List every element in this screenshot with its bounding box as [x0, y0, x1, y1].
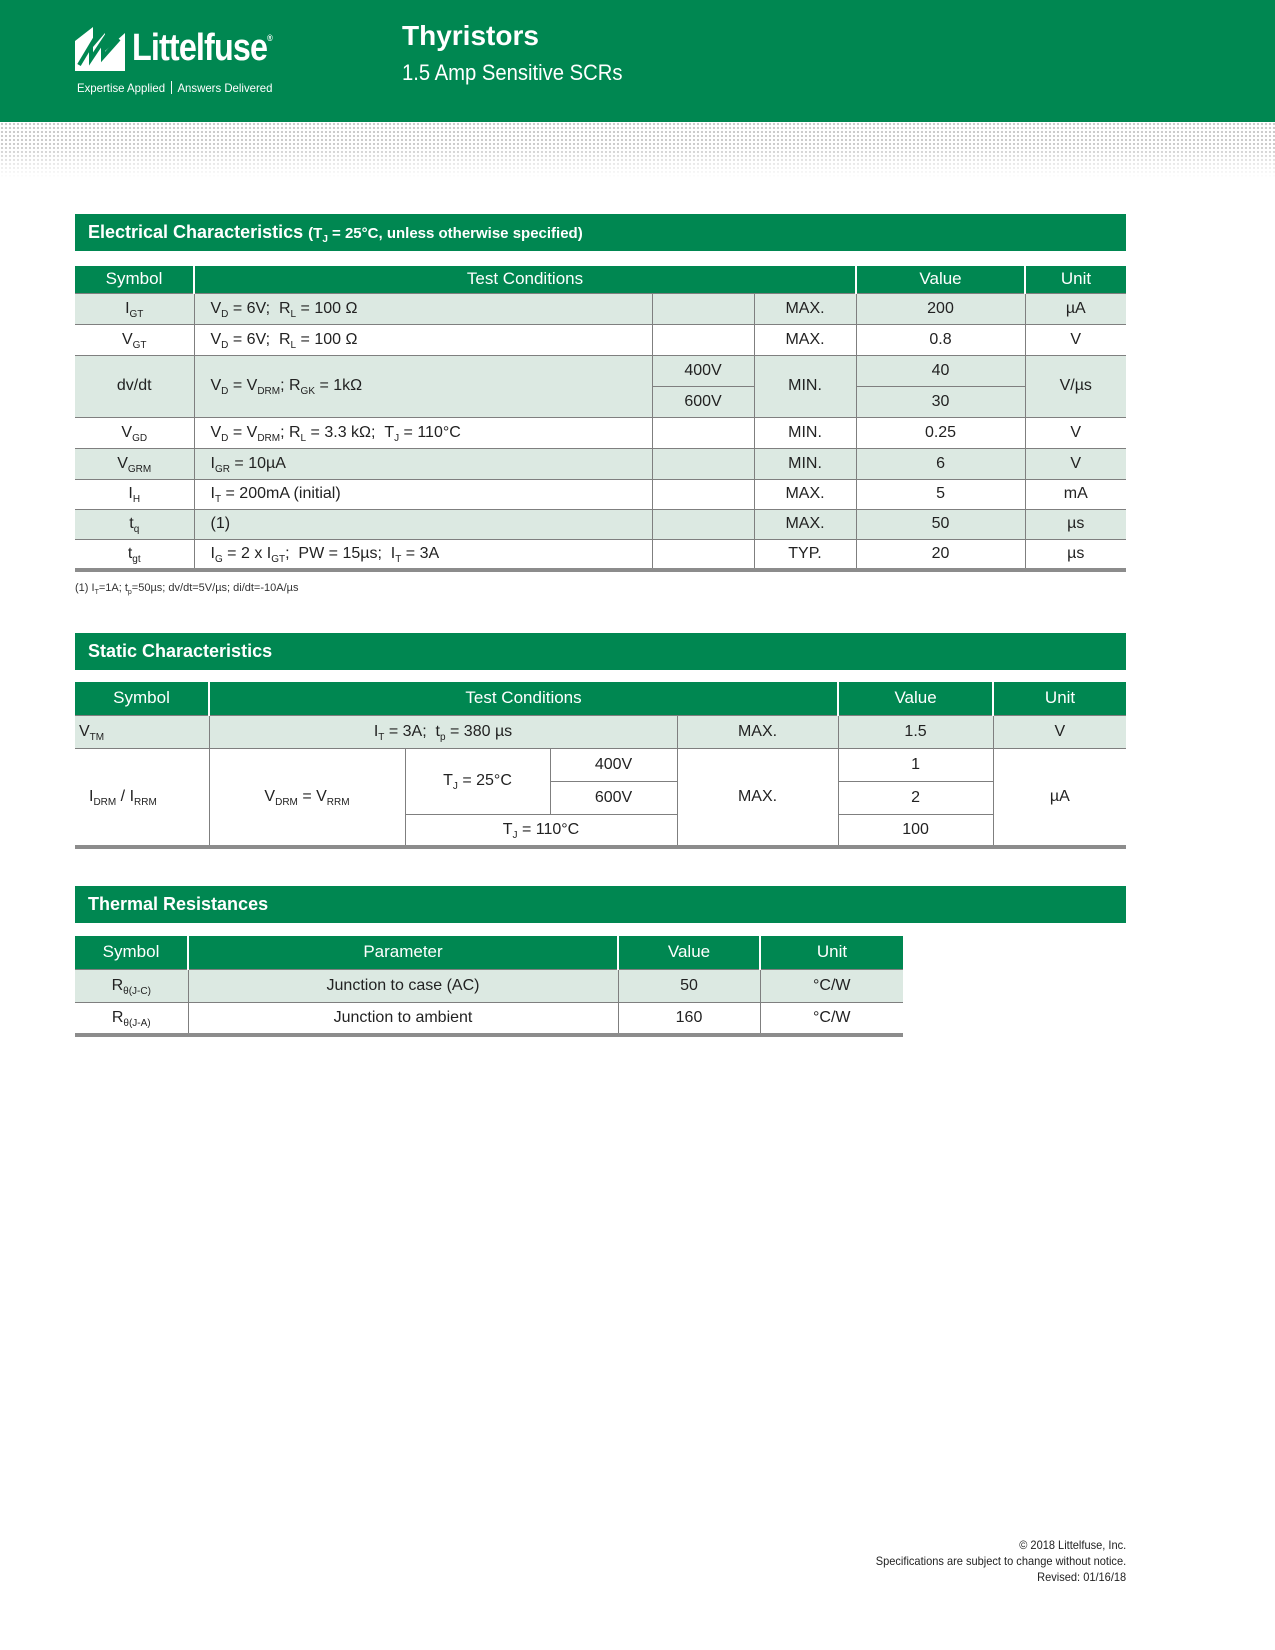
- unit-cell: µA: [1025, 293, 1126, 324]
- temperature-cell: $T_J = 25^\circ C$: [405, 748, 550, 814]
- symbol-cell: $I_{GT}$: [75, 293, 194, 324]
- unit-cell: °C/W: [760, 1002, 903, 1035]
- voltage-cell: 600V: [550, 781, 677, 814]
- parameter-cell: Junction to ambient: [188, 1002, 618, 1035]
- table-row: [75, 539, 1126, 570]
- symbol-cell: $V_{TM}$: [75, 715, 209, 748]
- value-cell: 0.25: [856, 417, 1025, 448]
- temperature-cell: $T_J = 110^\circ C$: [405, 814, 677, 847]
- col-unit: Unit: [760, 936, 903, 969]
- col-value: Value: [618, 936, 760, 969]
- unit-cell: mA: [1025, 479, 1126, 509]
- limit-cell: TYP.: [754, 539, 856, 570]
- static-table: [75, 682, 1126, 849]
- unit-cell: V/µs: [1025, 355, 1126, 417]
- notice: Specifications are subject to change without notice.: [875, 1554, 1126, 1568]
- col-test-conditions: Test Conditions: [194, 266, 856, 293]
- value-cell: 160: [618, 1002, 760, 1035]
- condition-cell: $V_D = V_{DRM}$; $R_L = 3.3$ kΩ; $T_J = 110^\circ C$: [194, 417, 652, 448]
- electrical-condition: ($T_J = 25^\circ C$, unless otherwise specified): [308, 225, 583, 245]
- tagline-right: Answers Delivered: [177, 81, 273, 95]
- table-row: [75, 417, 1126, 448]
- value-cell: 1.5: [838, 715, 993, 748]
- electrical-footnote: (1) $I_T=1A$; $t_p=50\mu s$; dv/dt=5V/µs; di/dt=-10A/µs: [75, 582, 299, 596]
- condition-cell: $V_D = 6V$; $R_L = 100$ Ω: [194, 324, 652, 355]
- value-cell: 6: [856, 448, 1025, 479]
- brand-tagline: [77, 81, 272, 95]
- symbol-cell: $V_{GT}$: [75, 324, 194, 355]
- table-row: [75, 969, 903, 1002]
- value-cell: 50: [618, 969, 760, 1002]
- voltage-cell: 400V: [652, 355, 754, 386]
- electrical-section-title: Electrical Characteristics ($T_J = 25^\circ C$, unless otherwise specified): [75, 214, 1126, 251]
- symbol-cell: $t_{gt}$: [75, 539, 194, 570]
- value-cell: 1: [838, 748, 993, 781]
- col-unit: Unit: [993, 682, 1126, 715]
- value-cell: 40: [856, 355, 1025, 386]
- condition-cell: $V_D = 6V$; $R_L = 100$ Ω: [194, 293, 652, 324]
- thermal-table: [75, 936, 903, 1037]
- col-symbol: Symbol: [75, 936, 188, 969]
- symbol-cell: $R_{\theta(J-A)}$: [75, 1002, 188, 1035]
- value-cell: 200: [856, 293, 1025, 324]
- condition-cell: (1): [194, 509, 652, 539]
- limit-cell: MAX.: [677, 715, 838, 748]
- table-row: [75, 448, 1126, 479]
- dot-pattern-band: [0, 122, 1275, 178]
- symbol-cell: $I_H$: [75, 479, 194, 509]
- symbol-cell: dv/dt: [75, 355, 194, 417]
- table-row: [75, 479, 1126, 509]
- condition-cell: $I_{GR} = 10\mu A$: [194, 448, 652, 479]
- page-title: Thyristors: [402, 20, 539, 51]
- static-section-title: Static Characteristics: [75, 633, 1126, 670]
- table-header-row: [75, 682, 1126, 715]
- littelfuse-logo-icon: [75, 27, 125, 71]
- col-value: Value: [856, 266, 1025, 293]
- limit-cell: MAX.: [754, 293, 856, 324]
- table-row: [75, 1002, 903, 1035]
- condition-cell: $V_D = V_{DRM}$; $R_{GK} = 1k\Omega$: [194, 355, 652, 417]
- electrical-table: [75, 266, 1126, 572]
- symbol-cell: $V_{GD}$: [75, 417, 194, 448]
- value-cell: 30: [856, 386, 1025, 417]
- unit-cell: µA: [993, 748, 1126, 847]
- unit-cell: µs: [1025, 509, 1126, 539]
- value-cell: 2: [838, 781, 993, 814]
- col-value: Value: [838, 682, 993, 715]
- parameter-cell: Junction to case (AC): [188, 969, 618, 1002]
- condition-cell: $I_T = 3A$; $t_p = 380$ µs: [209, 715, 677, 748]
- page-footer: [854, 1537, 1126, 1585]
- voltage-cell: 400V: [550, 748, 677, 781]
- unit-cell: V: [1025, 417, 1126, 448]
- page-subtitle: 1.5 Amp Sensitive SCRs: [402, 60, 623, 85]
- table-row: [75, 509, 1126, 539]
- table-header-row: [75, 266, 1126, 293]
- limit-cell: MIN.: [754, 417, 856, 448]
- tagline-left: Expertise Applied: [77, 81, 166, 95]
- page-header: [0, 0, 1275, 122]
- unit-cell: °C/W: [760, 969, 903, 1002]
- symbol-cell: $t_q$: [75, 509, 194, 539]
- table-row: [75, 293, 1126, 324]
- condition-cell: $I_T = 200mA$ (initial): [194, 479, 652, 509]
- limit-cell: MAX.: [677, 748, 838, 847]
- condition-cell: $I_G = 2$ x $I_{GT}$; PW = 15µs; $I_T = 3A$: [194, 539, 652, 570]
- unit-cell: V: [1025, 324, 1126, 355]
- unit-cell: µs: [1025, 539, 1126, 570]
- symbol-cell: $V_{GRM}$: [75, 448, 194, 479]
- symbol-cell: $R_{\theta(J-C)}$: [75, 969, 188, 1002]
- thermal-section-title: Thermal Resistances: [75, 886, 1126, 923]
- col-parameter: Parameter: [188, 936, 618, 969]
- limit-cell: MAX.: [754, 324, 856, 355]
- table-header-row: [75, 936, 903, 969]
- limit-cell: MAX.: [754, 509, 856, 539]
- limit-cell: MAX.: [754, 479, 856, 509]
- table-row: [75, 748, 1126, 781]
- limit-cell: MIN.: [754, 448, 856, 479]
- value-cell: 5: [856, 479, 1025, 509]
- value-cell: 0.8: [856, 324, 1025, 355]
- limit-cell: MIN.: [754, 355, 856, 417]
- col-unit: Unit: [1025, 266, 1126, 293]
- copyright: © 2018 Littelfuse, Inc.: [1019, 1538, 1126, 1552]
- value-cell: 100: [838, 814, 993, 847]
- symbol-cell: $I_{DRM} / I_{RRM}$: [75, 748, 209, 847]
- brand-logo[interactable]: [75, 27, 305, 99]
- col-symbol: Symbol: [75, 266, 194, 293]
- col-test-conditions: Test Conditions: [209, 682, 838, 715]
- unit-cell: V: [993, 715, 1126, 748]
- condition-cell: $V_{DRM} = V_{RRM}$: [209, 748, 405, 847]
- value-cell: 50: [856, 509, 1025, 539]
- unit-cell: V: [1025, 448, 1126, 479]
- table-row: [75, 324, 1126, 355]
- brand-wordmark: Littelfuse®: [132, 27, 272, 69]
- value-cell: 20: [856, 539, 1025, 570]
- revised-date: Revised: 01/16/18: [1037, 1570, 1126, 1584]
- voltage-cell: 600V: [652, 386, 754, 417]
- col-symbol: Symbol: [75, 682, 209, 715]
- table-row: [75, 715, 1126, 748]
- table-row: [75, 355, 1126, 386]
